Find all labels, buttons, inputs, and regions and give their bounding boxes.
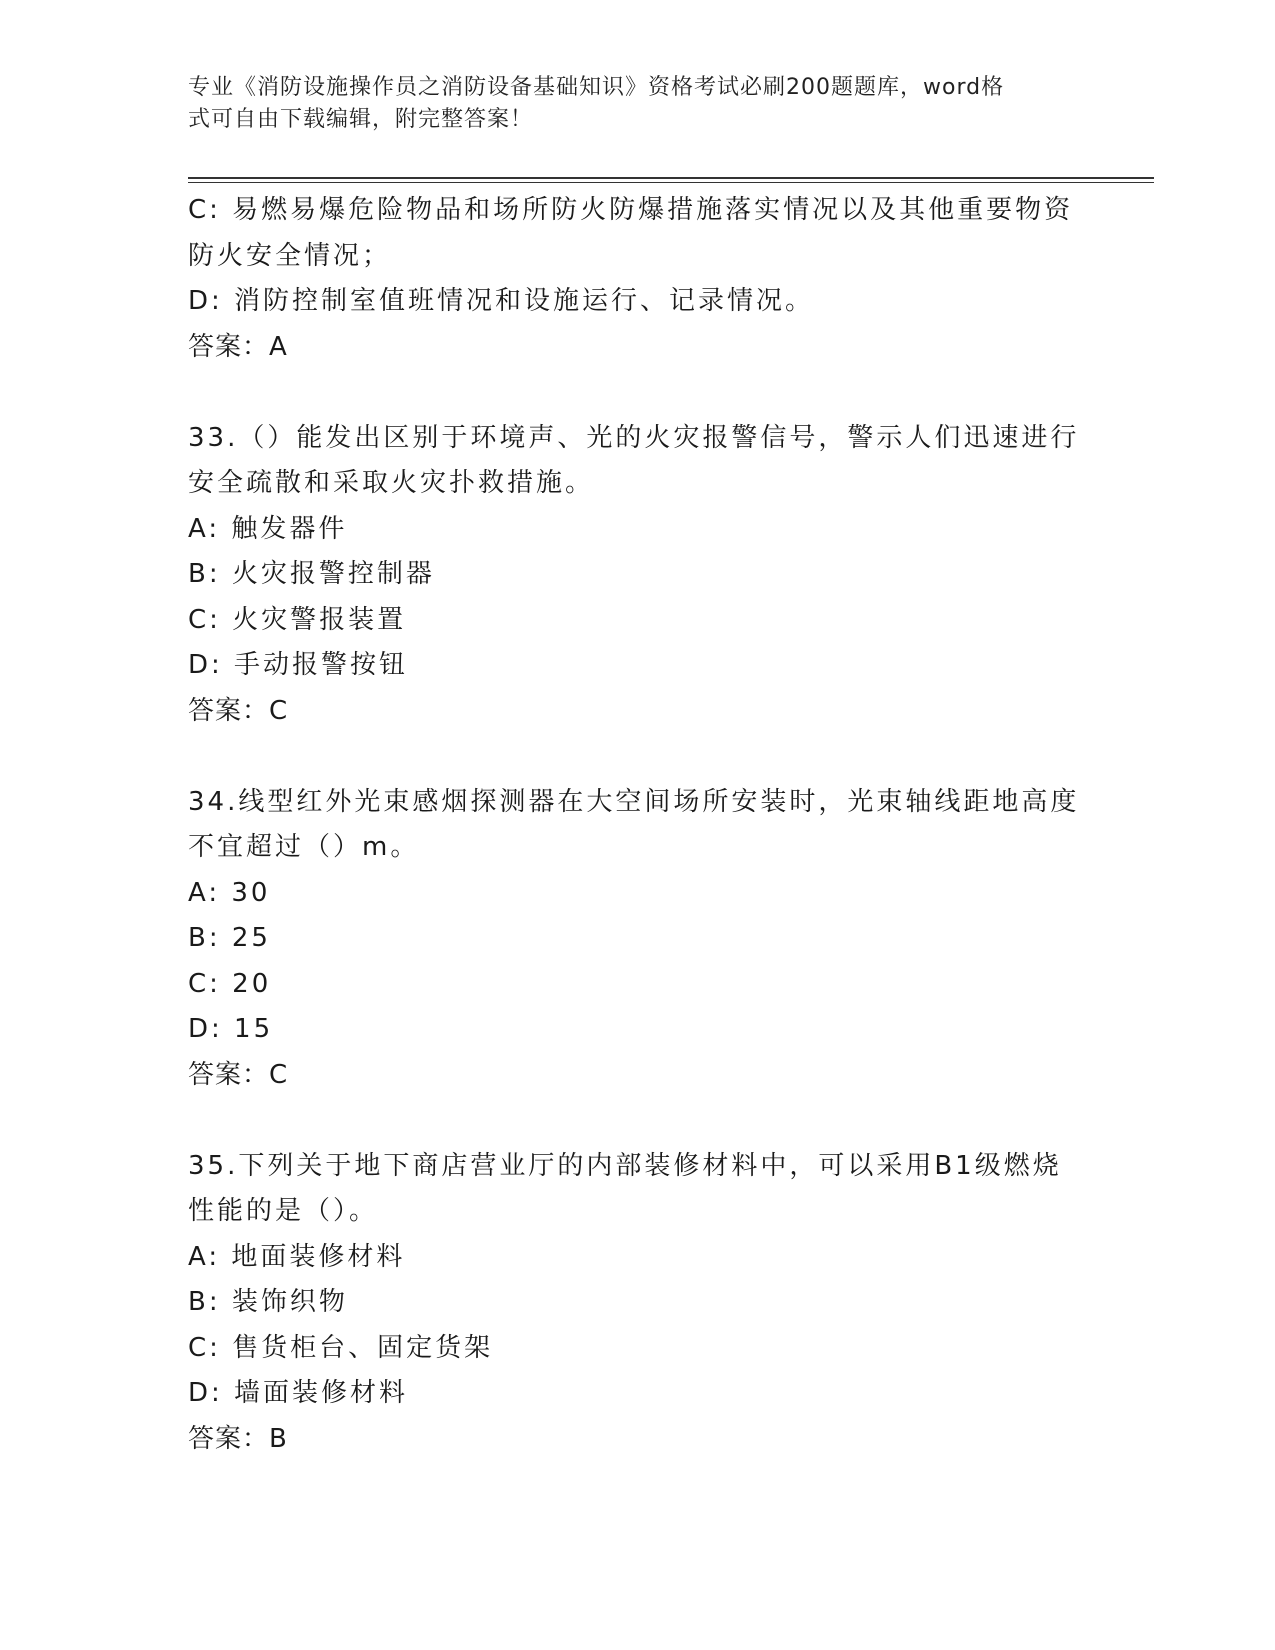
option-c: C: 售货柜台、固定货架	[188, 1332, 494, 1363]
answer-line: 答案：C	[188, 1059, 289, 1090]
option-b: B: 装饰织物	[188, 1287, 348, 1317]
previous-question-fragment	[188, 188, 1088, 370]
question-gap	[188, 734, 1088, 780]
question-stem: 35.下列关于地下商店营业厅的内部装修材料中，可以采用B1级燃烧	[188, 1150, 1062, 1181]
option-a: A: 地面装修材料	[188, 1241, 406, 1272]
option-a: A: 30	[188, 877, 271, 908]
option-a: A: 触发器件	[188, 513, 348, 544]
question-gap	[188, 370, 1088, 416]
question-34	[188, 780, 1088, 1099]
option-d: D: 15	[188, 1014, 274, 1044]
answer-line: 答案：C	[188, 695, 289, 726]
answer-line: 答案：B	[188, 1423, 288, 1454]
option-c: C: 易燃易爆危险物品和场所防火防爆措施落实情况以及其他重要物资	[188, 195, 1074, 225]
question-stem-continued: 性能的是（）。	[188, 1196, 379, 1226]
header-line-1: 专业《消防设施操作员之消防设备基础知识》资格考试必刷200题题库，word格	[188, 75, 1005, 100]
option-c-continued: 防火安全情况；	[188, 240, 392, 271]
option-d: D: 消防控制室值班情况和设施运行、记录情况。	[188, 286, 815, 316]
question-gap	[188, 1098, 1088, 1144]
question-stem-continued: 不宜超过（）m。	[188, 832, 420, 862]
document-header	[188, 72, 1068, 136]
option-b: B: 25	[188, 923, 271, 953]
header-rule-thick	[188, 177, 1154, 179]
question-stem: 34.线型红外光束感烟探测器在大空间场所安装时，光束轴线距地高度	[188, 786, 1080, 817]
question-35	[188, 1144, 1088, 1463]
question-33	[188, 416, 1088, 735]
option-d: D: 手动报警按钮	[188, 650, 409, 680]
question-content	[188, 188, 1088, 1462]
option-b: B: 火灾报警控制器	[188, 559, 435, 589]
option-c: C: 火灾警报装置	[188, 604, 407, 635]
option-d: D: 墙面装修材料	[188, 1378, 409, 1408]
question-stem: 33.（）能发出区别于环境声、光的火灾报警信号，警示人们迅速进行	[188, 422, 1080, 453]
answer-line: 答案：A	[188, 331, 288, 362]
header-rule-thin	[188, 182, 1154, 183]
option-c: C: 20	[188, 968, 272, 999]
header-line-2: 式可自由下载编辑，附完整答案！	[188, 107, 534, 132]
question-stem-continued: 安全疏散和采取火灾扑救措施。	[188, 468, 595, 498]
